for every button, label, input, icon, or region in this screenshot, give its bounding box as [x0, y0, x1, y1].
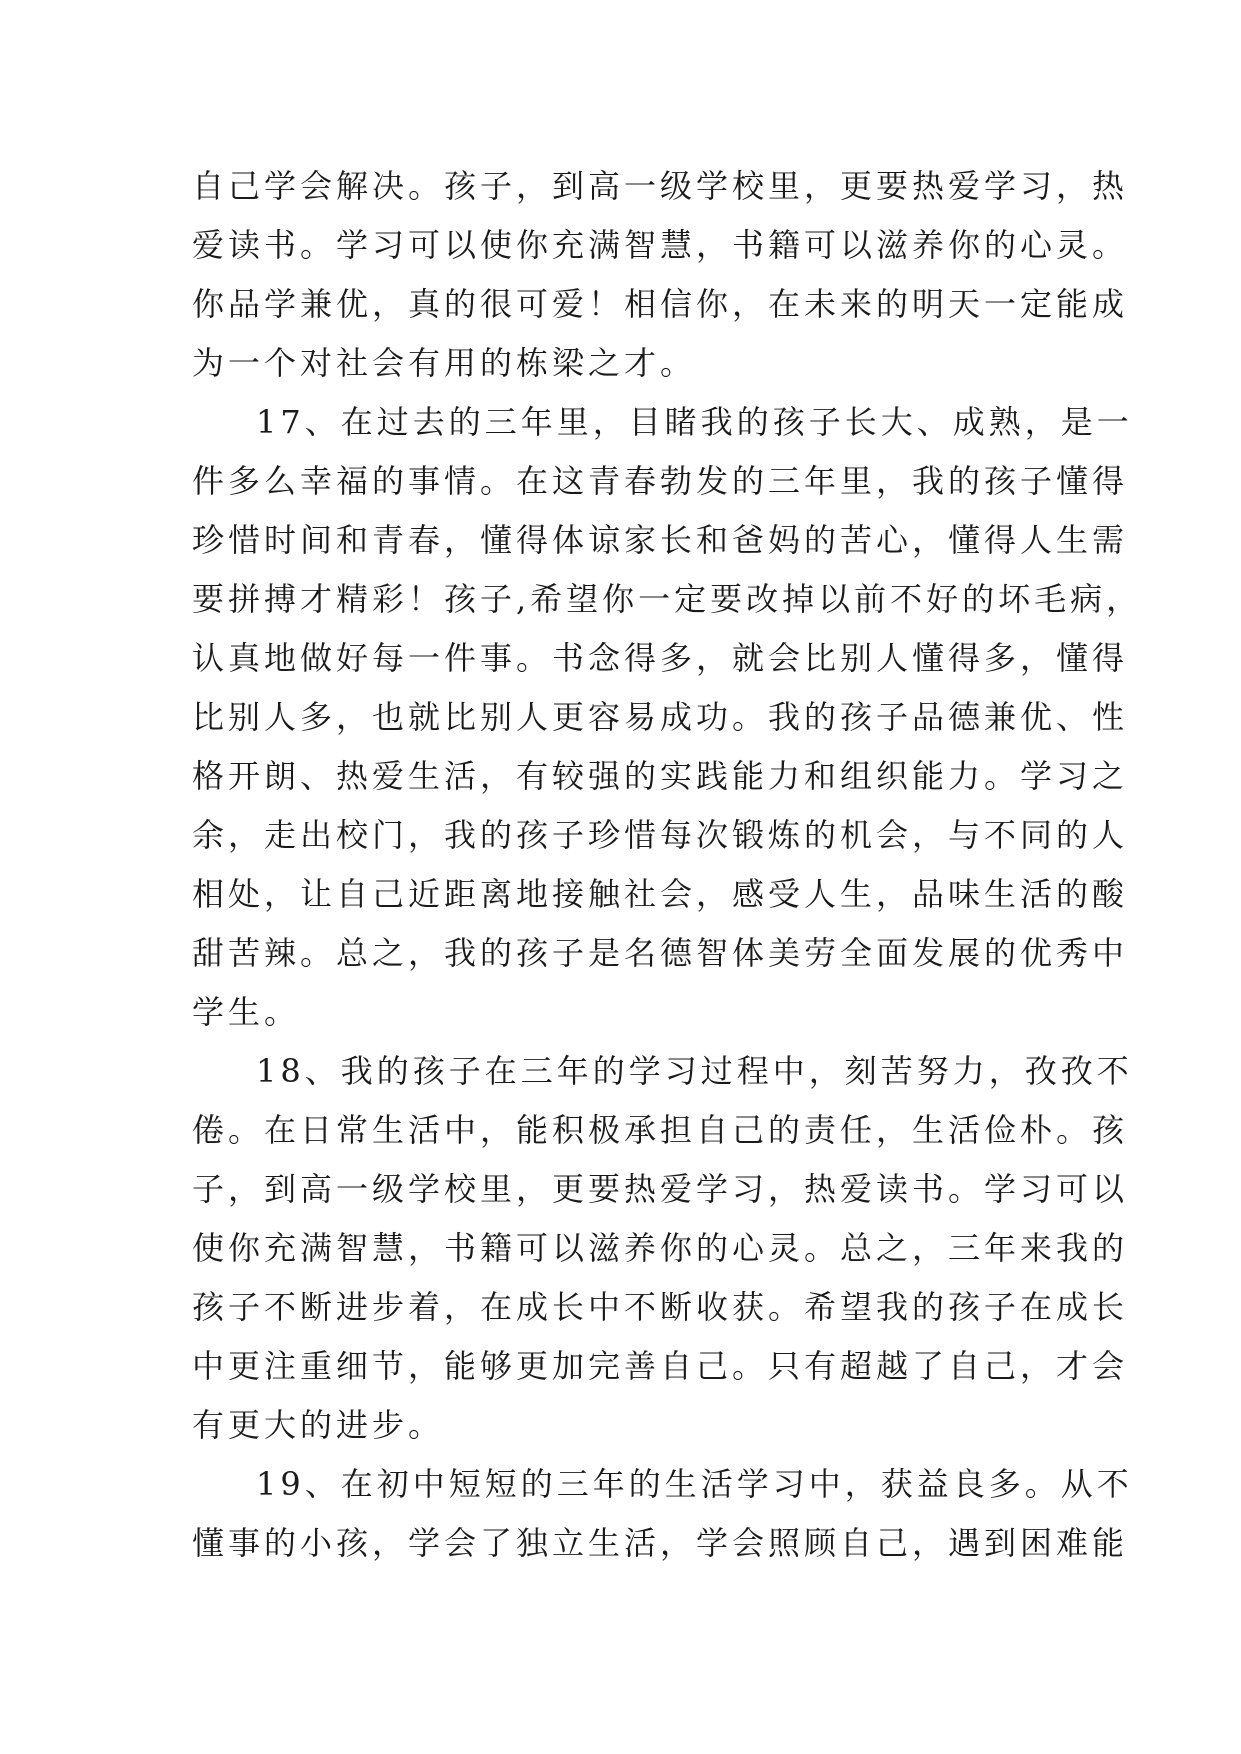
text-line: 有更大的进步。: [192, 1406, 445, 1444]
text-line: 比别人多，也就比别人更容易成功。我的孩子品德兼优、性: [192, 698, 1129, 736]
text-line: 为一个对社会有用的栋梁之才。: [192, 344, 697, 382]
text-line: 你品学兼优，真的很可爱！相信你，在未来的明天一定能成: [192, 285, 1129, 323]
text-line: 爱读书。学习可以使你充满智慧，书籍可以滋养你的心灵。: [192, 226, 1129, 264]
paragraph-19-start: 19、在初中短短的三年的生活学习中，获益良多。从不: [256, 1465, 1133, 1503]
text-line: 甜苦辣。总之，我的孩子是名德智体美劳全面发展的优秀中: [192, 934, 1129, 972]
text-line: 认真地做好每一件事。书念得多，就会比别人懂得多，懂得: [192, 639, 1129, 677]
text-line: 孩子不断进步着，在成长中不断收获。希望我的孩子在成长: [192, 1288, 1129, 1326]
paragraph-17-start: 17、在过去的三年里，目睹我的孩子长大、成熟，是一: [256, 403, 1133, 441]
text-line: 件多么幸福的事情。在这青春勃发的三年里，我的孩子懂得: [192, 462, 1129, 500]
paragraph-18-start: 18、我的孩子在三年的学习过程中，刻苦努力，孜孜不: [256, 1052, 1133, 1090]
text-line: 余，走出校门，我的孩子珍惜每次锻炼的机会，与不同的人: [192, 816, 1129, 854]
text-line: 中更注重细节，能够更加完善自己。只有超越了自己，才会: [192, 1347, 1129, 1385]
text-line: 学生。: [192, 993, 301, 1031]
text-line: 要拼搏才精彩！孩子,希望你一定要改掉以前不好的坏毛病，: [192, 580, 1143, 618]
text-line: 珍惜时间和青春，懂得体谅家长和爸妈的苦心，懂得人生需: [192, 521, 1129, 559]
text-line: 相处，让自己近距离地接触社会，感受人生，品味生活的酸: [192, 875, 1129, 913]
text-line: 使你充满智慧，书籍可以滋养你的心灵。总之，三年来我的: [192, 1229, 1129, 1267]
text-line: 懂事的小孩，学会了独立生活，学会照顾自己，遇到困难能: [192, 1524, 1129, 1562]
text-line: 倦。在日常生活中，能积极承担自己的责任，生活俭朴。孩: [192, 1111, 1129, 1149]
document-body: [192, 157, 1143, 1573]
text-line: 子，到高一级学校里，更要热爱学习，热爱读书。学习可以: [192, 1170, 1129, 1208]
text-line: 自己学会解决。孩子，到高一级学校里，更要热爱学习，热: [192, 167, 1129, 205]
text-line: 格开朗、热爱生活，有较强的实践能力和组织能力。学习之: [192, 757, 1129, 795]
